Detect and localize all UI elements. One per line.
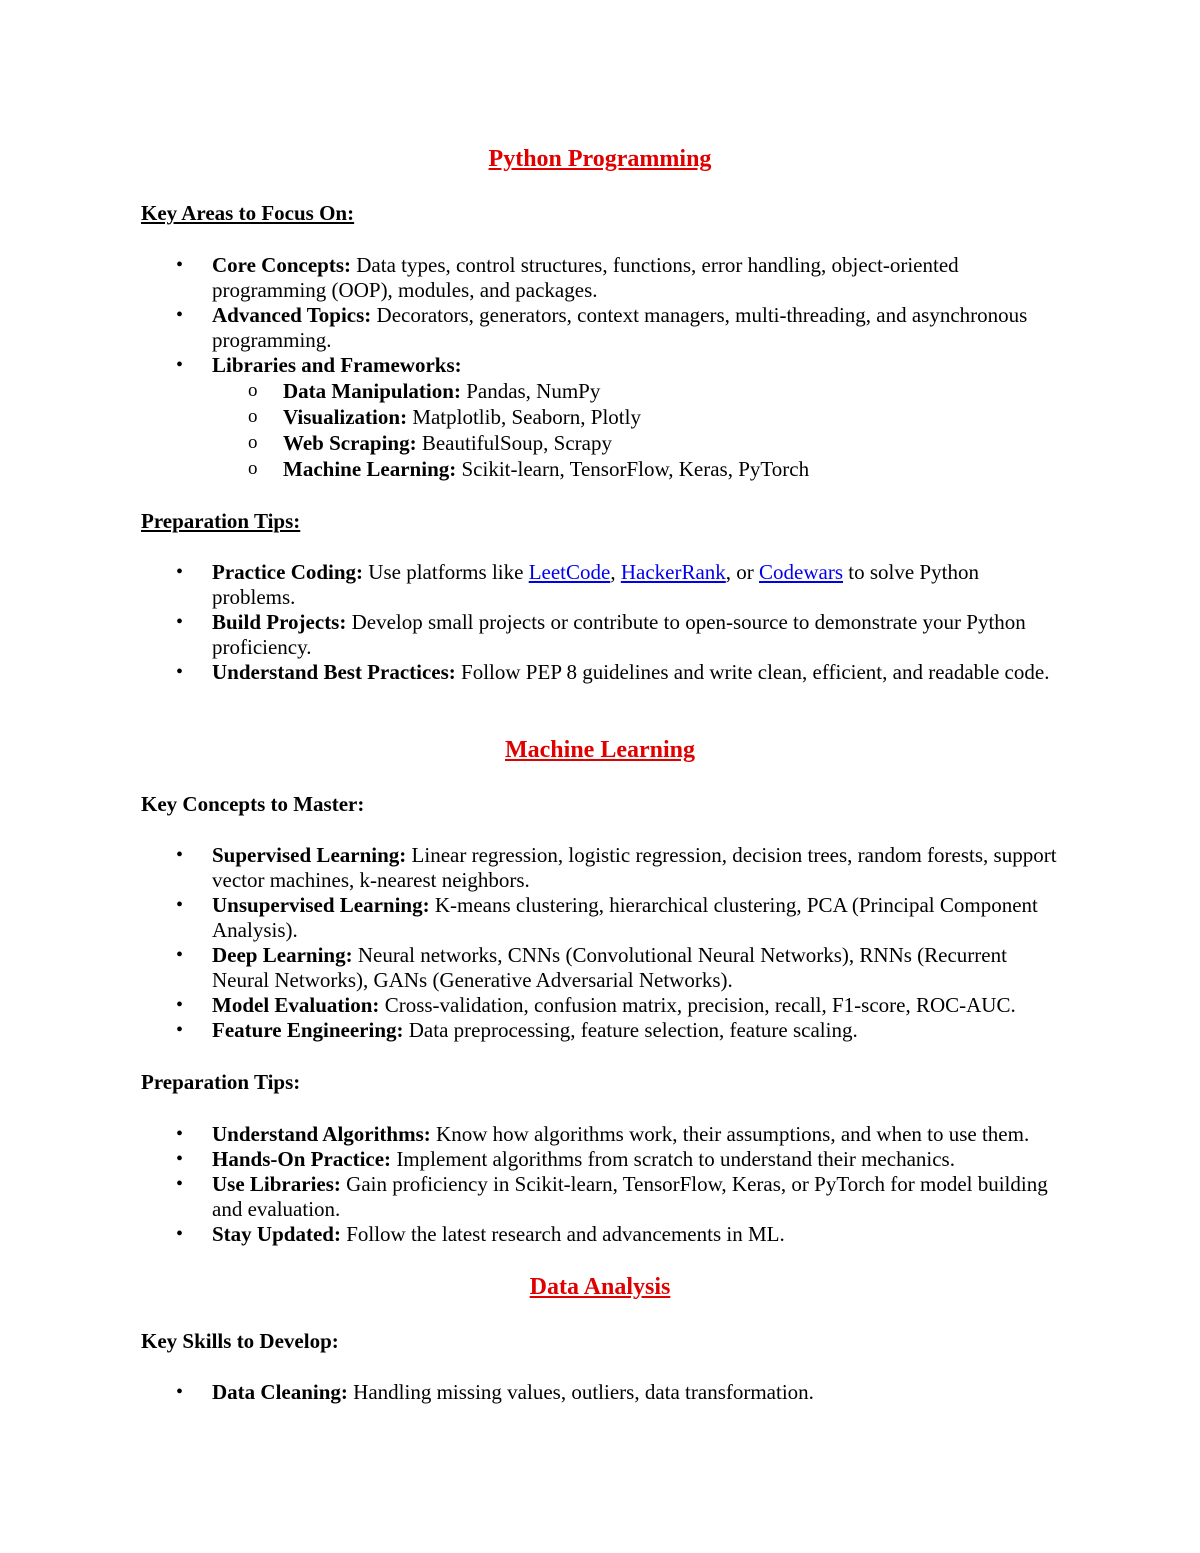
list-item <box>0 560 1062 610</box>
item-label: Feature Engineering: <box>212 1018 404 1042</box>
item-label: Visualization: <box>283 405 408 429</box>
item-label: Machine Learning: <box>283 457 457 481</box>
list-item <box>0 610 1062 660</box>
ml-prep-tips-list <box>0 1122 1200 1247</box>
item-label: Build Projects: <box>212 610 347 634</box>
bullet-icon: • <box>176 1123 184 1145</box>
item-label: Supervised Learning: <box>212 843 407 867</box>
list-item <box>0 1147 1062 1172</box>
item-text: Use platforms like <box>363 560 529 584</box>
circle-bullet-icon: o <box>248 458 258 479</box>
item-text: to solve Python problems. <box>212 560 979 609</box>
bullet-icon: • <box>176 844 184 866</box>
item-label: Stay Updated: <box>212 1222 341 1246</box>
codewars-link[interactable]: Codewars <box>759 560 844 584</box>
item-text: K-means clustering, hierarchical clustering, PCA (Principal Component Analysis). <box>212 893 1038 942</box>
sub-list-item <box>248 404 1062 430</box>
list-item <box>0 943 1062 993</box>
python-section-title: Python Programming <box>488 146 712 172</box>
bullet-icon: • <box>176 1223 184 1245</box>
item-text: Follow the latest research and advancements in ML. <box>340 1222 785 1246</box>
item-label: Advanced Topics: <box>212 303 372 327</box>
list-item <box>0 253 1062 303</box>
ml-prep-tips-heading: Preparation Tips: <box>141 1070 301 1094</box>
leetcode-link[interactable]: LeetCode <box>528 560 611 584</box>
list-item <box>0 1122 1062 1147</box>
item-label: Core Concepts: <box>212 253 352 277</box>
item-text: Cross-validation, confusion matrix, precision, recall, F1-score, ROC-AUC. <box>379 993 1016 1017</box>
item-text: , <box>610 560 621 584</box>
bullet-icon: • <box>176 561 184 583</box>
list-item <box>0 843 1062 893</box>
da-key-skills-list <box>0 1380 1200 1405</box>
item-text: Implement algorithms from scratch to understand their mechanics. <box>391 1147 955 1171</box>
item-text: Pandas, NumPy <box>460 379 601 403</box>
sub-list-item <box>248 378 1062 404</box>
item-text: Handling missing values, outliers, data transformation. <box>347 1380 814 1404</box>
circle-bullet-icon: o <box>248 380 258 401</box>
ml-section-title: Machine Learning <box>505 737 695 763</box>
bullet-icon: • <box>176 944 184 966</box>
hackerrank-link[interactable]: HackerRank <box>620 560 726 584</box>
item-label: Use Libraries: <box>212 1172 341 1196</box>
python-prep-tips-list <box>0 560 1200 685</box>
list-item <box>0 993 1062 1018</box>
list-item <box>0 893 1062 943</box>
python-key-areas-heading: Key Areas to Focus On: <box>141 201 355 225</box>
item-text: Data preprocessing, feature selection, feature scaling. <box>403 1018 858 1042</box>
bullet-icon: • <box>176 1173 184 1195</box>
list-item <box>0 303 1062 353</box>
python-key-areas-list <box>0 253 1200 482</box>
item-label: Understand Best Practices: <box>212 660 456 684</box>
item-label: Libraries and Frameworks: <box>212 353 462 377</box>
item-label: Practice Coding: <box>212 560 364 584</box>
item-label: Data Manipulation: <box>283 379 461 403</box>
item-text: Know how algorithms work, their assumptions, and when to use them. <box>430 1122 1030 1146</box>
bullet-icon: • <box>176 1019 184 1041</box>
bullet-icon: • <box>176 354 184 376</box>
list-item <box>0 353 1062 482</box>
python-prep-tips-heading: Preparation Tips: <box>141 509 301 533</box>
bullet-icon: • <box>176 304 184 326</box>
item-text: Neural networks, CNNs (Convolutional Neural Networks), RNNs (Recurrent Neural Networks), GANs (Generative Adversarial Networks). <box>212 943 1007 992</box>
list-item <box>0 1380 1062 1405</box>
libraries-sublist <box>212 378 1062 482</box>
item-label: Web Scraping: <box>283 431 417 455</box>
item-label: Hands-On Practice: <box>212 1147 392 1171</box>
item-text: BeautifulSoup, Scrapy <box>416 431 612 455</box>
circle-bullet-icon: o <box>248 432 258 453</box>
item-label: Unsupervised Learning: <box>212 893 430 917</box>
item-label: Model Evaluation: <box>212 993 380 1017</box>
bullet-icon: • <box>176 1381 184 1403</box>
circle-bullet-icon: o <box>248 406 258 427</box>
item-text: Decorators, generators, context managers, multi-threading, and asynchronous programming. <box>212 303 1028 352</box>
da-section-title: Data Analysis <box>529 1274 671 1300</box>
bullet-icon: • <box>176 611 184 633</box>
item-label: Understand Algorithms: <box>212 1122 431 1146</box>
item-text: Gain proficiency in Scikit-learn, TensorFlow, Keras, or PyTorch for model building and evaluation. <box>212 1172 1048 1221</box>
item-text: Develop small projects or contribute to open-source to demonstrate your Python proficiency. <box>212 610 1026 659</box>
bullet-icon: • <box>176 254 184 276</box>
ml-key-concepts-heading: Key Concepts to Master: <box>141 792 365 816</box>
da-key-skills-heading: Key Skills to Develop: <box>141 1329 339 1353</box>
item-text: Matplotlib, Seaborn, Plotly <box>407 405 641 429</box>
sub-list-item <box>248 456 1062 482</box>
list-item <box>0 1222 1062 1247</box>
item-label: Deep Learning: <box>212 943 353 967</box>
item-text: Data types, control structures, functions, error handling, object-oriented programming (OOP), modules, and packages. <box>212 253 959 302</box>
item-text: Scikit-learn, TensorFlow, Keras, PyTorch <box>456 457 810 481</box>
bullet-icon: • <box>176 894 184 916</box>
list-item <box>0 660 1062 685</box>
list-item <box>0 1172 1062 1222</box>
item-text: , or <box>725 560 760 584</box>
bullet-icon: • <box>176 661 184 683</box>
bullet-icon: • <box>176 994 184 1016</box>
item-text: Follow PEP 8 guidelines and write clean, efficient, and readable code. <box>455 660 1050 684</box>
bullet-icon: • <box>176 1148 184 1170</box>
sub-list-item <box>248 430 1062 456</box>
ml-key-concepts-list <box>0 843 1200 1043</box>
list-item <box>0 1018 1062 1043</box>
item-text: Linear regression, logistic regression, decision trees, random forests, support vector machines, k-nearest neighbors. <box>212 843 1057 892</box>
item-label: Data Cleaning: <box>212 1380 348 1404</box>
